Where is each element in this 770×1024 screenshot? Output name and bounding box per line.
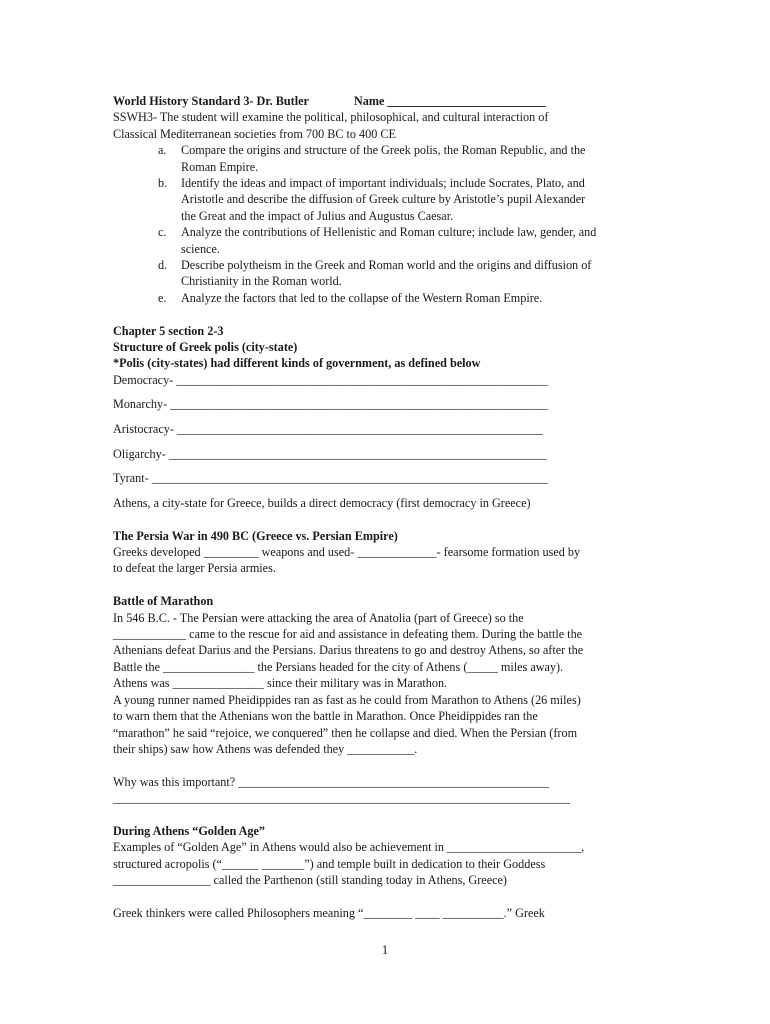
worksheet-content — [113, 93, 658, 921]
body-text: Greeks developed _________ weapons and used- _____________- fearsome formation used by — [113, 545, 581, 560]
spacer — [113, 462, 658, 470]
standard-elements-list — [113, 142, 658, 306]
fill-in-line-tyrant[interactable]: Tyrant- _________________________________________________________________ — [113, 471, 548, 486]
fill-in-line-aristocracy[interactable]: Aristocracy- ____________________________________________________________ — [113, 422, 543, 437]
standard-line: SSWH3- The student will examine the political, philosophical, and cultural interaction of — [113, 110, 549, 125]
body-text: structured acropolis (“______ _______”) and temple built in dedication to their Goddess — [113, 856, 546, 871]
list-item — [113, 175, 658, 224]
list-item-text: Analyze the contributions of Hellenistic and Roman culture; include law, gender, and — [181, 225, 597, 240]
list-item-text: Compare the origins and structure of the Greek polis, the Roman Republic, and the — [181, 143, 586, 158]
body-text: Athens was _______________ since their military was in Marathon. — [113, 676, 448, 691]
question-text[interactable]: Why was this important? ___________________________________________________ — [113, 774, 550, 789]
list-item — [113, 142, 658, 175]
section-subheading: *Polis (city-states) had different kinds of government, as defined below — [113, 356, 481, 371]
spacer — [113, 388, 658, 396]
name-field-label: Name __________________________ — [353, 94, 546, 108]
section-subheading: Structure of Greek polis (city-state) — [113, 340, 298, 355]
standard-line: Classical Mediterranean societies from 700 BC to 400 CE — [113, 126, 396, 141]
list-marker: c. — [158, 225, 167, 240]
spacer — [113, 487, 658, 495]
section-heading: The Persia War in 490 BC (Greece vs. Persian Empire) — [113, 528, 398, 543]
list-item-text: Aristotle and describe the diffusion of Greek culture by Aristotle’s pupil Alexander — [181, 192, 586, 207]
list-item-text: Analyze the factors that led to the collapse of the Western Roman Empire. — [181, 290, 543, 305]
body-text: Examples of “Golden Age” in Athens would also be achievement in ______________________, — [113, 840, 585, 855]
list-marker: e. — [158, 290, 167, 305]
body-text: ____________ came to the rescue for aid and assistance in defeating them. During the battle the — [113, 627, 583, 642]
spacer — [113, 511, 658, 527]
spacer — [113, 306, 658, 322]
page-number: 1 — [381, 942, 389, 957]
body-text: to warn them that the Athenians won the battle in Marathon. Once Pheidippides ran the — [113, 709, 538, 724]
body-text: In 546 B.C. - The Persian were attacking the area of Anatolia (part of Greece) so the — [113, 610, 524, 625]
list-item-text: the Great and the impact of Julius and Augustus Caesar. — [181, 208, 454, 223]
body-text: ________________ called the Parthenon (still standing today in Athens, Greece) — [113, 873, 507, 888]
body-text: Athenians defeat Darius and the Persians. Darius threatens to go and destroy Athens, so after the — [113, 643, 584, 658]
body-text: Athens, a city-state for Greece, builds a direct democracy (first democracy in Greece) — [113, 495, 531, 510]
spacer — [113, 413, 658, 421]
list-marker: d. — [158, 258, 168, 273]
list-item-text: Identify the ideas and impact of important individuals; include Socrates, Plato, and — [181, 176, 585, 191]
list-item — [113, 290, 658, 306]
spacer — [113, 437, 658, 445]
list-marker: b. — [158, 176, 168, 191]
header-line — [113, 93, 658, 109]
fill-in-line-democracy[interactable]: Democracy- _____________________________________________________________ — [113, 372, 548, 387]
section-heading: Chapter 5 section 2-3 — [113, 323, 224, 338]
section-heading: During Athens “Golden Age” — [113, 823, 266, 838]
spacer — [113, 757, 658, 773]
worksheet-title: World History Standard 3- Dr. Butler — [113, 94, 309, 108]
body-text: “marathon” he said “rejoice, we conquered” then he collapse and died. When the Persian (from — [113, 725, 578, 740]
fill-in-line-oligarchy[interactable]: Oligarchy- ______________________________________________________________ — [113, 446, 547, 461]
list-item — [113, 257, 658, 290]
body-text: to defeat the larger Persia armies. — [113, 561, 276, 576]
fill-in-line-monarchy[interactable]: Monarchy- ______________________________________________________________ — [113, 397, 549, 412]
spacer — [113, 577, 658, 593]
list-item-text: science. — [181, 241, 220, 256]
body-text: Greek thinkers were called Philosophers meaning “________ ____ __________.” Greek — [113, 905, 545, 920]
list-item-text: Describe polytheism in the Greek and Roman world and the origins and diffusion of — [181, 258, 592, 273]
body-text: their ships) saw how Athens was defended they ___________. — [113, 741, 418, 756]
list-marker: a. — [158, 143, 167, 158]
spacer — [113, 889, 658, 905]
body-text: A young runner named Pheidippides ran as fast as he could from Marathon to Athens (26 miles) — [113, 692, 581, 707]
list-item — [113, 224, 658, 257]
body-text: Battle the _______________ the Persians headed for the city of Athens (_____ miles away). — [113, 659, 564, 674]
spacer — [113, 807, 658, 823]
section-heading: Battle of Marathon — [113, 594, 214, 609]
answer-line[interactable]: ___________________________________________________________________________ — [113, 791, 571, 806]
list-item-text: Roman Empire. — [181, 159, 259, 174]
list-item-text: Christianity in the Roman world. — [181, 274, 342, 289]
